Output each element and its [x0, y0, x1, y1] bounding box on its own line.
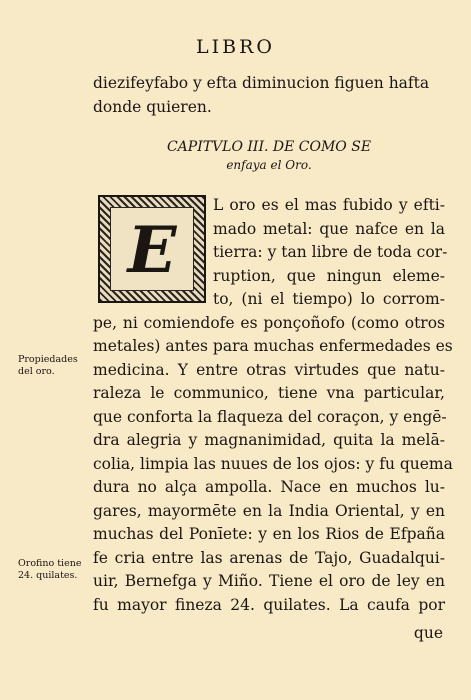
body-line: fu mayor fineza 24. quilates. La caufa por — [93, 595, 445, 614]
running-title: LIBRO — [196, 36, 275, 58]
body-line: L oro es el mas fubido y efti- — [213, 196, 445, 214]
body-paragraph — [93, 194, 453, 617]
chapter-heading — [93, 138, 445, 174]
chapter-subtitle: enfaya el Oro. — [226, 158, 312, 172]
body-line: que conforta la flaqueza del coraçon, y engē- — [93, 407, 447, 426]
body-line: gares, mayormēte en la India Oriental, y en — [93, 501, 445, 520]
margin-note: Propiedades del oro. — [18, 354, 78, 377]
body-line: mado metal: que nafce en la — [213, 219, 445, 238]
body-line: dra alegria y magnanimidad, quita la melā- — [93, 431, 445, 449]
body-line: colia, limpia las nuues de los ojos: y fu quema — [93, 454, 453, 473]
chapter-title: CAPITVLO III. DE COMO SE — [166, 139, 372, 155]
initial-letter: E — [110, 207, 194, 291]
catchword: que — [413, 624, 443, 642]
body-line: ruption, que ningun eleme- — [213, 266, 445, 285]
margin-note: Orofino tiene 24. quilates. — [18, 558, 82, 581]
body-line: pe, ni comiendofe es ponçoñofo (como otros — [93, 313, 445, 332]
body-line: tierra: y tan libre de toda cor- — [213, 243, 448, 261]
body-line: fe cria entre las arenas de Tajo, Guadalqui- — [93, 548, 445, 567]
body-line: raleza le communico, tiene vna particular, — [93, 384, 445, 402]
body-line: uir, Bernefga y Miño. Tiene el oro de ley en — [93, 572, 445, 590]
intro-text — [93, 72, 445, 119]
body-line: metales) antes para muchas enfermedades es — [93, 337, 453, 355]
body-line: medicina. Y entre otras virtudes que natu- — [93, 360, 445, 379]
body-line: to, (ni el tiempo) lo corrom- — [213, 290, 445, 308]
body-line: muchas del Ponīete: y en los Rios de Efpaña — [93, 525, 445, 543]
intro-line: donde quieren. — [93, 97, 212, 116]
intro-line: diezifeyfabo y efta diminucion figuen hafta — [93, 74, 430, 92]
body-line: dura no alça ampolla. Nace en muchos lu- — [93, 478, 445, 496]
